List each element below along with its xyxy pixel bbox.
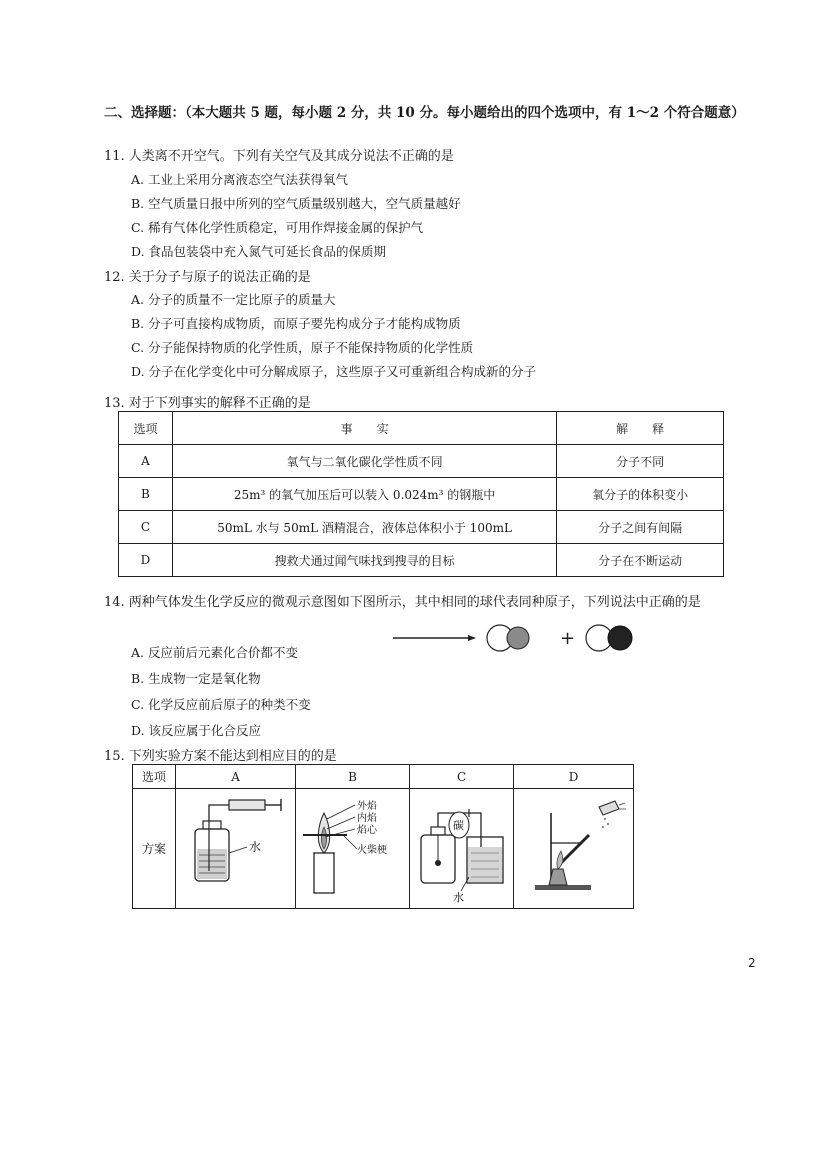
inner-flame-label: 内焰 [356,813,377,824]
reaction-diagram [390,618,650,658]
q13-stem: 13. 对于下列事实的解释不正确的是 [104,396,311,411]
table-header-cell: 选项 [119,412,173,445]
table-cell: 50mL 水与 50mL 酒精混合，液体总体积小于 100mL [172,511,556,544]
plus-sign: + [560,628,576,649]
q12-option-b: B. 分子可直接构成物质，而原子要先构成分子才能构成物质 [131,316,461,331]
q12-option-a: A. 分子的质量不一定比原子的质量大 [131,292,336,307]
page-number: 2 [748,956,756,970]
table-cell: A [119,445,173,478]
table-header-row [133,765,634,789]
section-title: 二、选择题：（本大题共 5 题，每小题 2 分，共 10 分。每小题给出的四个选项中，有 1～2 个符合题意） [104,105,745,121]
water-label: 水 [248,840,261,854]
gas-bottle-syringe-diagram [177,791,295,903]
table-row [119,445,724,478]
apparatus-d-cell [514,789,634,909]
iron-stand-heating-diagram [515,791,633,903]
table-cell: C [119,511,173,544]
candle-flame-diagram [297,791,409,903]
table-header-cell: 事 实 [172,412,556,445]
q14-option-b: B. 生成物一定是氧化物 [131,671,261,686]
table-cell: B [119,478,173,511]
table-row [133,789,634,909]
product-molecule-1 [487,625,529,651]
table-header-cell: 选项 [133,765,176,789]
table-cell: 氧分子的体积变小 [557,478,724,511]
table-cell: 氧气与二氧化碳化学性质不同 [172,445,556,478]
q11-option-a: A. 工业上采用分离液态空气法获得氧气 [131,172,348,187]
flame-core-label: 焰心 [356,825,377,836]
q12-option-d: D. 分子在化学变化中可分解成原子，这些原子又可重新组合构成新的分子 [131,364,537,379]
q11-option-b: B. 空气质量日报中所列的空气质量级别越大，空气质量越好 [131,196,461,211]
water-label: 水 [452,891,464,903]
q11-option-c: C. 稀有气体化学性质稳定，可用作焊接金属的保护气 [131,220,424,235]
apparatus-b-cell [296,789,410,909]
table-cell: 分子之间有间隔 [557,511,724,544]
q11-stem: 11. 人类离不开空气。下列有关空气及其成分说法不正确的是 [104,149,454,164]
match-stick-label: 火柴梗 [356,845,387,856]
table-header-cell: 解 释 [557,412,724,445]
arrow-head-icon [468,635,476,641]
table-row [119,544,724,577]
q11-option-d: D. 食品包装袋中充入氮气可延长食品的保质期 [131,244,387,259]
q14-option-a: A. 反应前后元素化合价都不变 [131,645,298,660]
q12-option-c: C. 分子能保持物质的化学性质，原子不能保持物质的化学性质 [131,340,474,355]
q14-option-c: C. 化学反应前后原子的种类不变 [131,697,311,712]
table-header-cell: C [410,765,514,789]
apparatus-a-cell [176,789,296,909]
q14-stem: 14. 两种气体发生化学反应的微观示意图如下图所示，其中相同的球代表同种原子，下列说法中正确的是 [104,595,701,610]
q15-table [132,764,634,909]
q15-stem: 15. 下列实验方案不能达到相应目的的是 [104,749,337,764]
table-cell: 方案 [133,789,176,909]
outer-flame-label: 外焰 [356,801,377,812]
black-atom-icon [608,626,632,650]
table-row [119,478,724,511]
flask-beaker-diagram [411,791,513,903]
table-cell: 搜救犬通过闻气味找到搜寻的目标 [172,544,556,577]
table-cell: 分子在不断运动 [557,544,724,577]
table-row [119,511,724,544]
table-cell: 分子不同 [557,445,724,478]
q14-option-d: D. 该反应属于化合反应 [131,723,262,738]
q13-table [118,411,724,577]
table-cell: 25m³ 的氧气加压后可以装入 0.024m³ 的钢瓶中 [172,478,556,511]
gray-atom-icon [507,627,529,649]
carbon-label: 碳 [452,819,464,832]
apparatus-c-cell [410,789,514,909]
table-header-cell: B [296,765,410,789]
q12-stem: 12. 关于分子与原子的说法正确的是 [104,270,311,285]
table-cell: D [119,544,173,577]
table-header-cell: D [514,765,634,789]
product-molecule-2 [586,625,632,651]
table-header-cell: A [176,765,296,789]
table-header-row [119,412,724,445]
